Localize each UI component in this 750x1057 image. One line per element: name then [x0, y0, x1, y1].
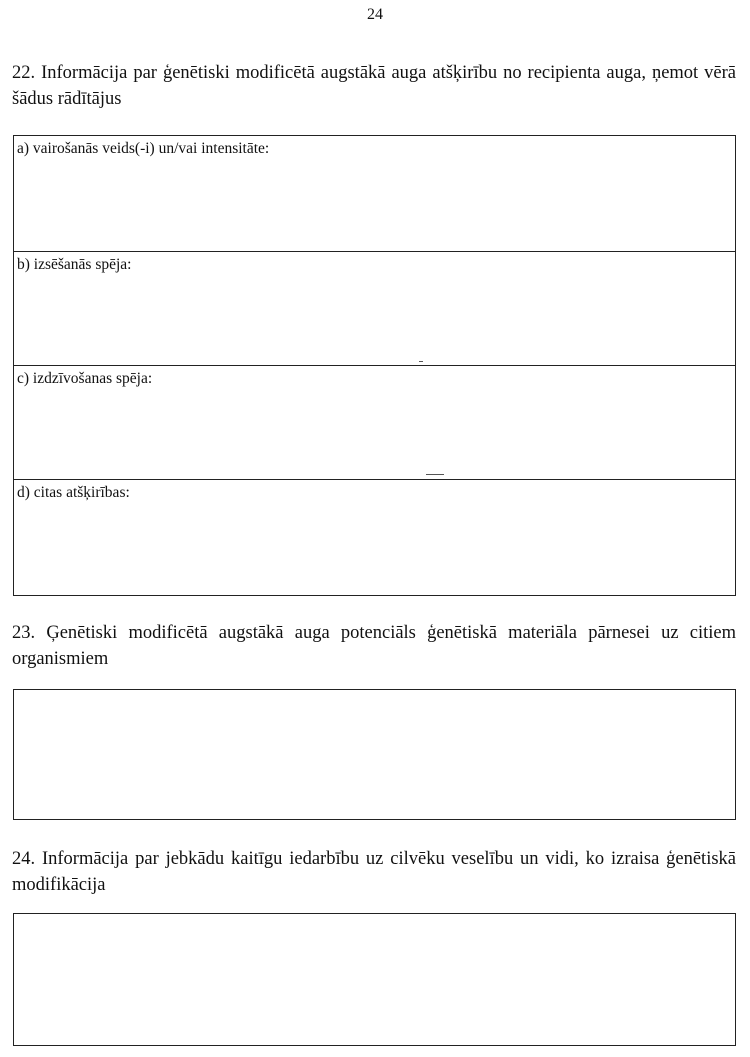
row-label-survival: c) izdzīvošanas spēja: — [17, 370, 153, 387]
answer-field-survival[interactable] — [14, 365, 735, 479]
section-23-answer-box[interactable] — [13, 689, 736, 820]
section-22-answer-table — [13, 135, 736, 596]
answer-field-dispersal[interactable] — [14, 251, 735, 365]
section-23-heading: 23. Ģenētiski modificētā augstākā auga potenciāls ģenētiskā materiāla pārnesei uz citiem organismiem — [12, 623, 736, 669]
section-24-answer-box[interactable] — [13, 913, 736, 1046]
row-label-reproduction: a) vairošanās veids(-i) un/vai intensitāte: — [17, 140, 270, 157]
answer-field-other-differences[interactable] — [14, 479, 735, 595]
row-label-dispersal: b) izsēšanās spēja: — [17, 256, 132, 273]
row-label-other-differences: d) citas atšķirības: — [17, 484, 130, 501]
page-number: 24 — [367, 6, 383, 23]
answer-field-reproduction[interactable] — [14, 136, 735, 251]
scan-speck — [419, 361, 423, 362]
section-24-heading: 24. Informācija par jebkādu kaitīgu iedarbību uz cilvēku veselību un vidi, ko izraisa ģenētiskā modifikācija — [12, 849, 736, 895]
scan-speck — [426, 474, 444, 475]
section-22-heading: 22. Informācija par ģenētiski modificētā augstākā auga atšķirību no recipienta auga, ņemot vērā šādus rādītājus — [12, 63, 736, 109]
